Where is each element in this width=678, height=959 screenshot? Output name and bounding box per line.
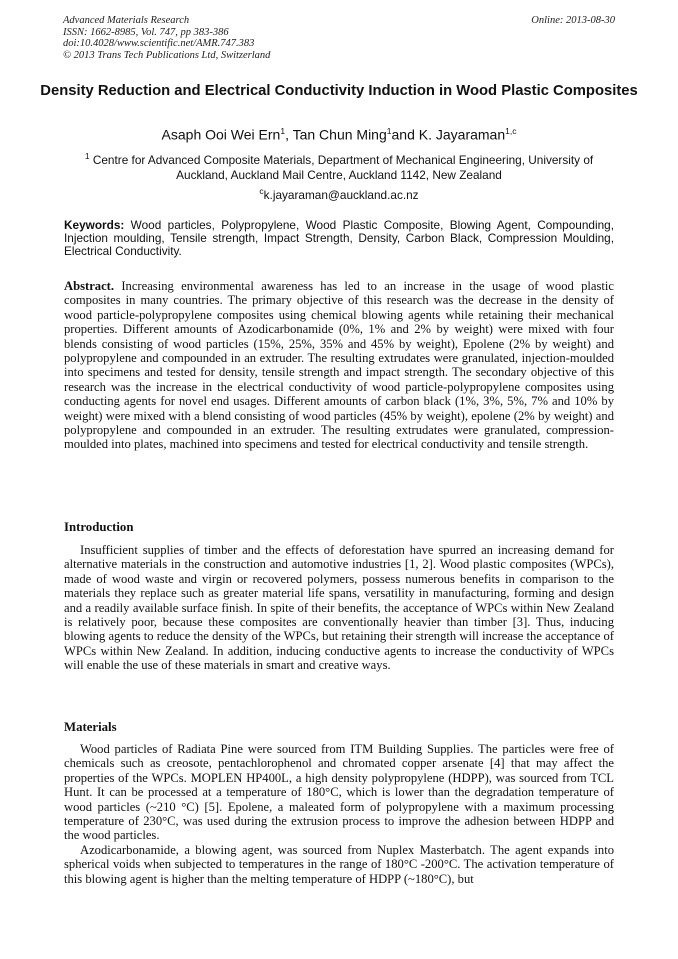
author-affiliation-mark: 1: [386, 126, 392, 136]
affiliation-mark: 1: [84, 151, 90, 161]
paragraph: Wood particles of Radiata Pine were sourced from ITM Building Supplies. The particles were free of chemicals such as creosote, pentachlorophenol and chromated copper arsenate [4] that may affect the properties of the WPCs. MOPLEN HP400L, a high density polypropylene (HDPP), was sourced from TCL Hunt. It can be processed at a temperature of 180°C, which is lower than the degradation temperature of wood particles (~210 °C) [5]. Epolene, a maleated form of polypropylene with a maximum processing temperature of 230°C, was used during the extrusion process to improve the adhesion between HDPP and the wood particles.: [64, 742, 614, 843]
introduction-section: [64, 543, 614, 673]
abstract-label: Abstract.: [64, 279, 115, 293]
journal-name: Advanced Materials Research: [63, 15, 190, 26]
author-affiliation-mark: 1,c: [505, 126, 517, 136]
online-date: Online: 2013-08-30: [531, 15, 615, 26]
author-conjunction: and: [391, 126, 419, 143]
affiliation-text: Centre for Advanced Composite Materials, Department of Mechanical Engineering, University of Auckland, Auckland Mail Centre, Auckland 1142, New Zealand: [89, 152, 594, 183]
contact-email: [63, 184, 615, 203]
paragraph: Insufficient supplies of timber and the effects of deforestation have spurred an increasing demand for alternative materials in the construction and automotive industries [1, 2]. Wood plastic composites (WPCs), made of wood waste and virgin or recovered polymers, possess numerous benefits in comparison to the materials they replace such as greater material life spans, versatility in manufacturing, forming and design and a readily available surface finish. In spite of their benefits, the acceptance of WPCs within New Zealand is relatively poor, because these composites are conventionally heavier than timber [3]. Thus, inducing blowing agents to reduce the density of the WPCs, but retaining their strength will increase the acceptance of WPCs within New Zealand. In addition, inducing conductive agents to increase the conductivity of WPCs will enable the use of these materials in smart and creative ways.: [64, 543, 614, 673]
author-name: Tan Chun Ming: [292, 126, 387, 143]
abstract-section: [64, 279, 614, 452]
author-name: K. Jayaraman: [418, 126, 506, 143]
author-list: [40, 122, 638, 144]
keywords-text: Wood particles, Polypropylene, Wood Plastic Composite, Blowing Agent, Compounding, Injection moulding, Tensile strength, Impact Strength, Density, Carbon Black, Compression Moulding, Electrical Conductivity.: [64, 218, 614, 258]
author-separator: ,: [285, 126, 293, 143]
paper-title: Density Reduction and Electrical Conductivity Induction in Wood Plastic Composites: [40, 83, 638, 99]
abstract-text: Increasing environmental awareness has led to an increase in the usage of wood plastic composites in many countries. The primary objective of this research was the decrease in the density of wood particle-polypropylene composites using chemical blowing agents while retaining their mechanical properties. Different amounts of Azodicarbonamide (0%, 1% and 2% by weight) were mixed with four blends consisting of wood particles (15%, 25%, 35% and 45% by weight), Epolene (2% by weight) and polypropylene and compounded in an extruder. The resulting extrudates were granulated, injection-moulded into specimens and tested for density, tensile strength and impact strength. The secondary objective of this research was the increase in the electrical conductivity of wood particle-polypropylene composites using conducting agents for novel end usages. Different amounts of carbon black (1%, 3%, 5%, 7% and 10% by weight) were mixed with a blend consisting of wood particles (45% by weight), epolene (2% by weight) and polypropylene and compounded in an extruder. The resulting extrudates were granulated, compression-moulded into plates, machined into specimens and tested for electrical conductivity and tensile strength.: [64, 279, 614, 452]
journal-header: [63, 15, 615, 61]
author-name: Asaph Ooi Wei Ern: [161, 126, 281, 143]
section-heading-materials: Materials: [64, 720, 117, 734]
email-mark: c: [259, 186, 264, 196]
keywords-section: [64, 219, 614, 258]
doi-line: doi:10.4028/www.scientific.net/AMR.747.383: [63, 38, 255, 50]
email-address[interactable]: k.jayaraman@auckland.ac.nz: [263, 187, 419, 202]
paragraph: Azodicarbonamide, a blowing agent, was sourced from Nuplex Masterbatch. The agent expands into spherical voids when subjected to temperatures in the range of 180°C -200°C. The activation temperature of this blowing agent is higher than the melting temperature of HDPP (~180°C), but: [64, 842, 614, 886]
affiliation: [63, 149, 615, 184]
copyright-line: © 2013 Trans Tech Publications Ltd, Switzerland: [63, 49, 271, 61]
keywords-label: Keywords:: [64, 218, 125, 232]
materials-section: [64, 742, 614, 886]
section-heading-introduction: Introduction: [64, 520, 134, 534]
author-affiliation-mark: 1: [280, 126, 286, 136]
issn-line: ISSN: 1662-8985, Vol. 747, pp 383-386: [63, 26, 229, 38]
